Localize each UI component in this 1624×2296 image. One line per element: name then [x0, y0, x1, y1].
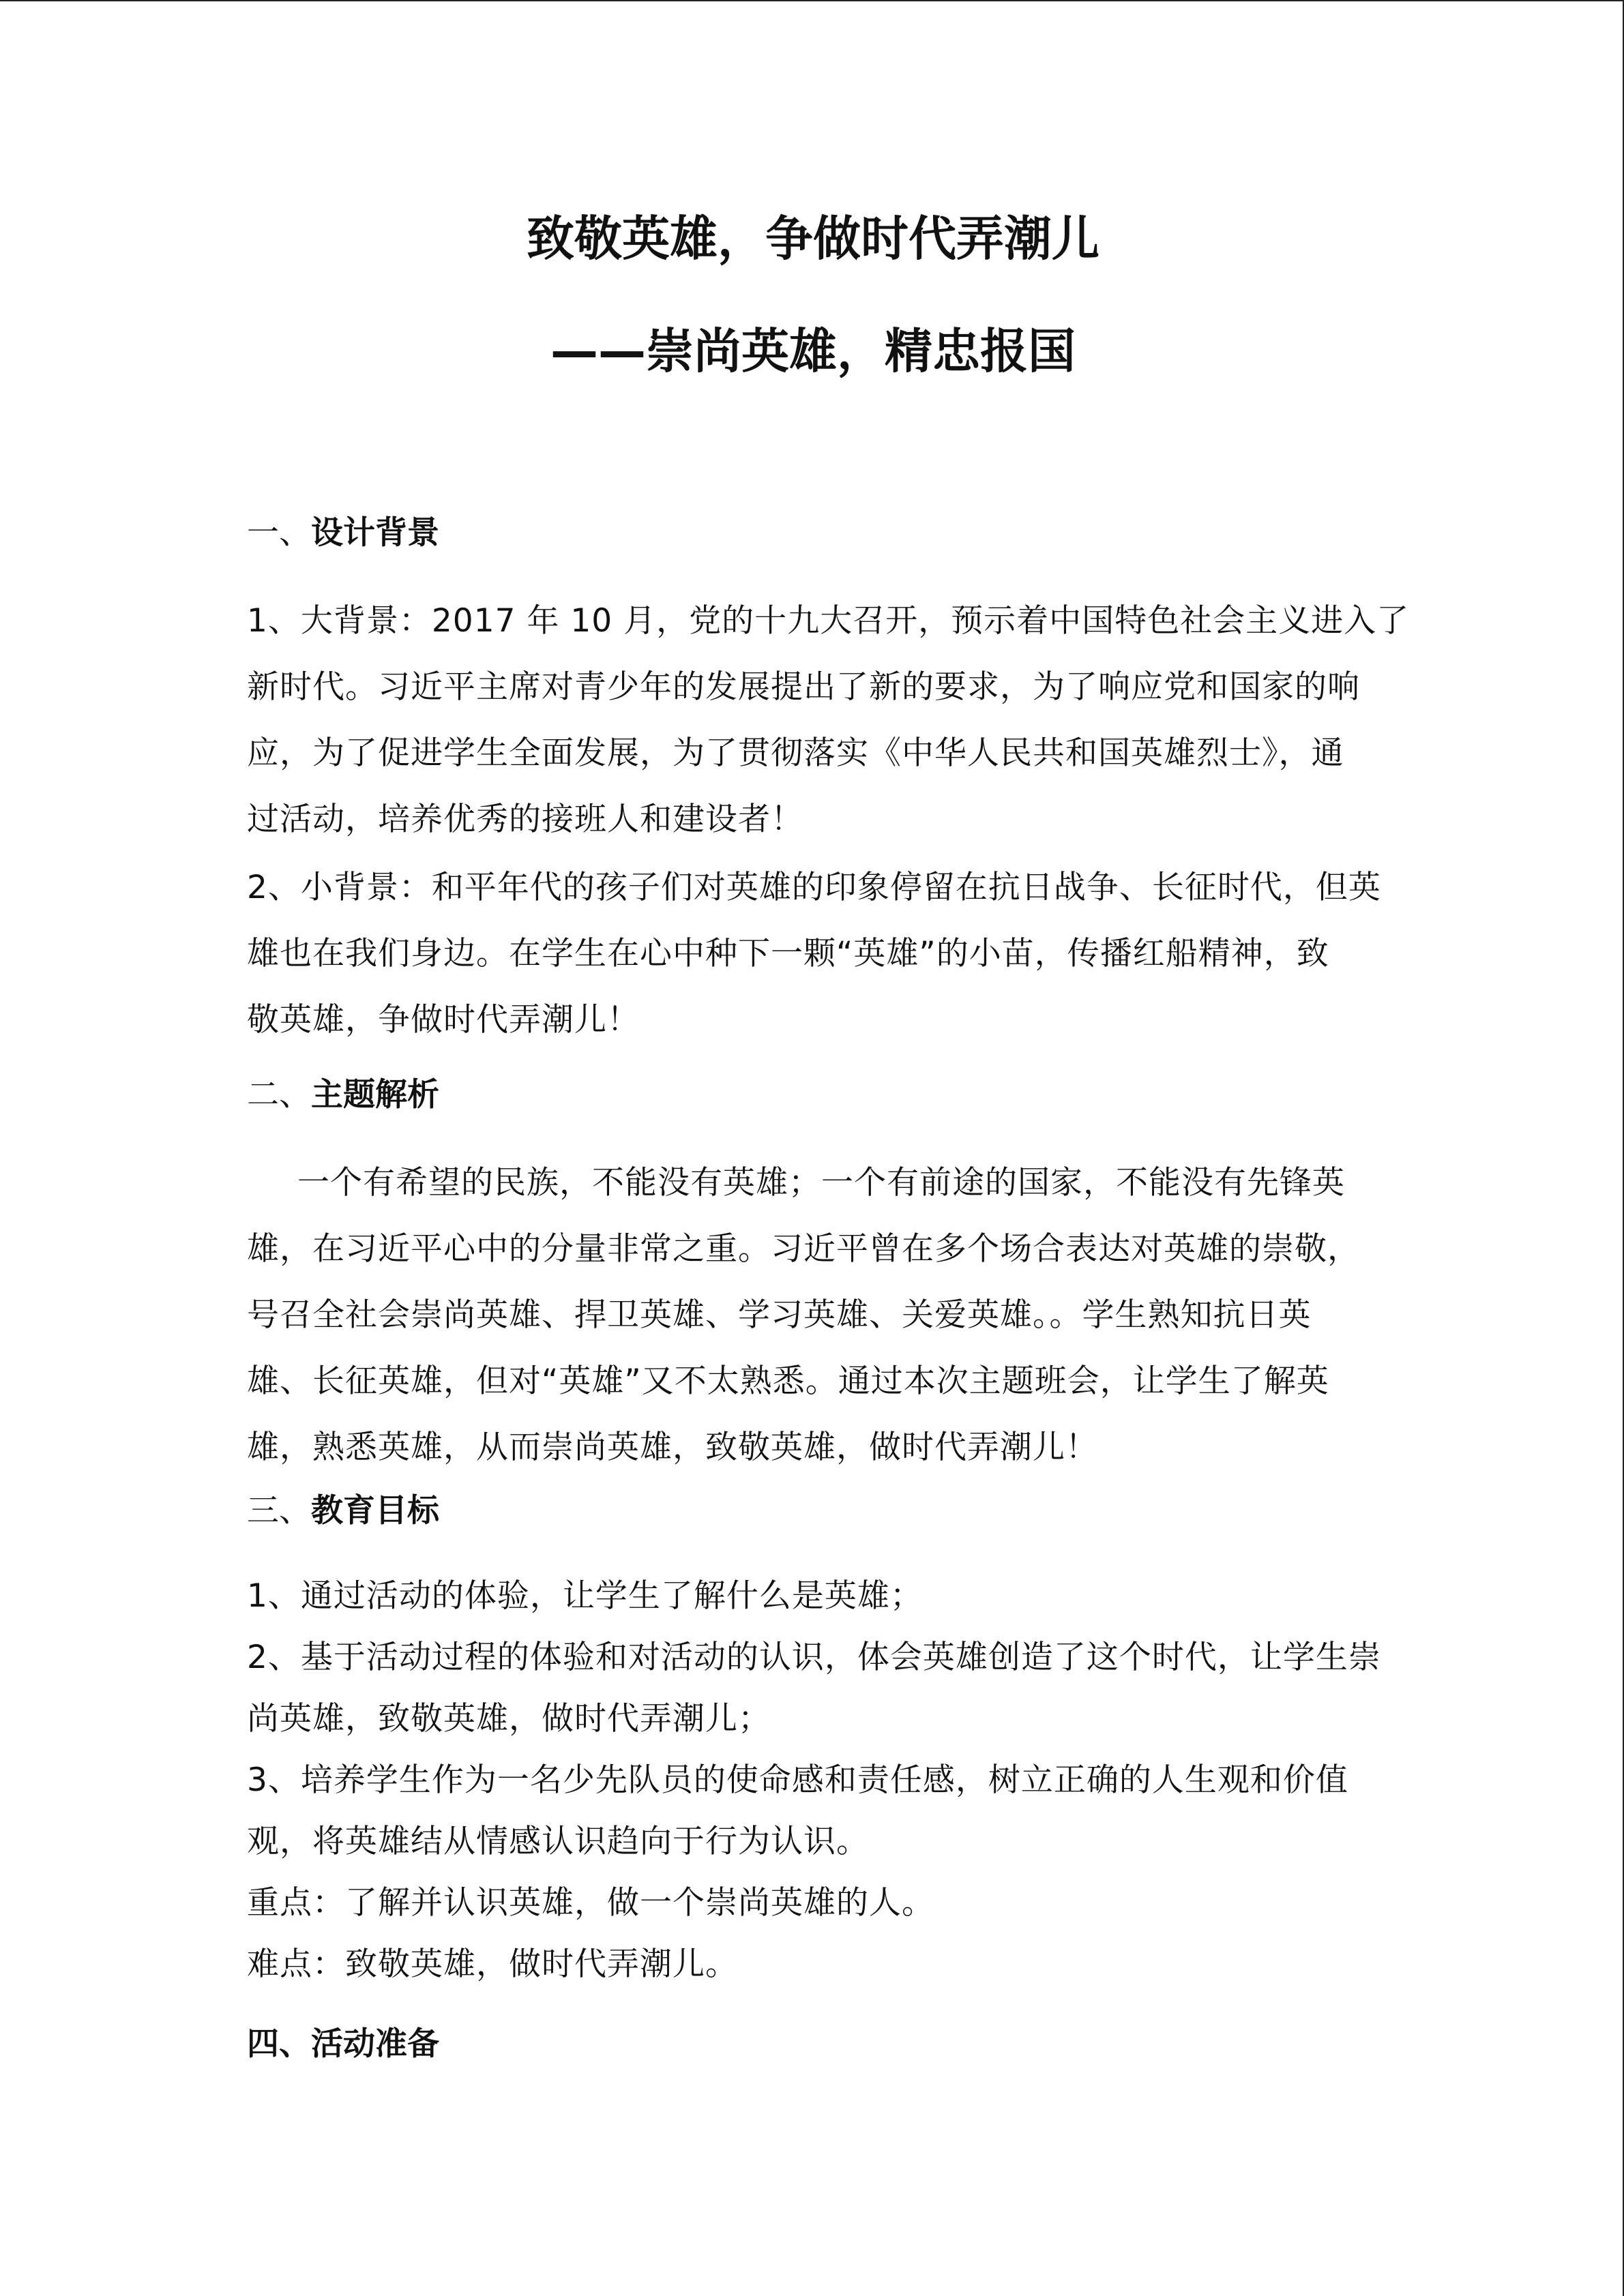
- text-line-difficult-point: 难点：致敬英雄，做时代弄潮儿。: [247, 1945, 738, 1983]
- text-line: 尚英雄，致敬英雄，做时代弄潮儿；: [247, 1700, 771, 1738]
- text-line: 雄也在我们身边。在学生在心中种下一颗“英雄”的小苗，传播红船精神，致: [247, 935, 1329, 972]
- text-line: 1、大背景：2017 年 10 月，党的十九大召开，预示着中国特色社会主义进入了: [247, 602, 1410, 640]
- text-line-indented: 一个有希望的民族，不能没有英雄；一个有前途的国家，不能没有先锋英: [297, 1164, 1345, 1202]
- list-education-goals: [247, 1566, 1379, 1995]
- paragraph-theme-analysis: [247, 1150, 1379, 1480]
- text-line: 新时代。习近平主席对青少年的发展提出了新的要求，为了响应党和国家的响: [247, 668, 1360, 706]
- section-title: 四、活动准备: [247, 2025, 439, 2063]
- paragraph-major-background: [247, 588, 1410, 852]
- section-heading-theme-analysis: [247, 1075, 439, 1116]
- section-heading-background: [247, 513, 439, 554]
- document-subtitle: ——崇尚英雄，精忠报国: [550, 323, 1076, 379]
- text-line: 雄，熟悉英雄，从而崇尚英雄，致敬英雄，做时代弄潮儿！: [247, 1429, 1098, 1466]
- text-line: 号召全社会崇尚英雄、捍卫英雄、学习英雄、关爱英雄。。学生熟知抗日英: [247, 1296, 1312, 1334]
- section-heading-education-goals: [247, 1491, 439, 1532]
- section-heading-activity-preparation: [247, 2024, 439, 2065]
- text-line: 应，为了促进学生全面发展，为了贯彻落实《中华人民共和国英雄烈士》，通: [247, 734, 1344, 772]
- text-line: 过活动，培养优秀的接班人和建设者！: [247, 801, 803, 838]
- text-line: 1、通过活动的体验，让学生了解什么是英雄；: [247, 1577, 923, 1615]
- section-number: 一、: [247, 514, 311, 552]
- text-line-key-point: 重点：了解并认识英雄，做一个崇尚英雄的人。: [247, 1884, 934, 1922]
- paragraph-minor-background: [247, 854, 1379, 1053]
- text-line: 2、小背景：和平年代的孩子们对英雄的印象停留在抗日战争、长征时代，但英: [247, 869, 1381, 906]
- section-number: 二、: [247, 1076, 311, 1114]
- section-title: 主题解析: [311, 1076, 439, 1114]
- text-line: 观，将英雄结从情感认识趋向于行为认识。: [247, 1823, 869, 1860]
- section-number: 三、: [247, 1492, 311, 1530]
- section-title: 设计背景: [311, 514, 439, 552]
- section-title: 教育目标: [311, 1492, 439, 1530]
- text-line: 雄，在习近平心中的分量非常之重。习近平曾在多个场合表达对英雄的崇敬，: [247, 1230, 1360, 1268]
- document-title: 致敬英雄，争做时代弄潮儿: [527, 211, 1099, 267]
- text-line: 3、培养学生作为一名少先队员的使命感和责任感，树立正确的人生观和价值: [247, 1761, 1348, 1799]
- text-line: 2、基于活动过程的体验和对活动的认识，体会英雄创造了这个时代，让学生崇: [247, 1639, 1381, 1676]
- text-line: 雄、长征英雄，但对“英雄”又不太熟悉。通过本次主题班会，让学生了解英: [247, 1362, 1329, 1400]
- text-line: 敬英雄，争做时代弄潮儿！: [247, 1001, 640, 1039]
